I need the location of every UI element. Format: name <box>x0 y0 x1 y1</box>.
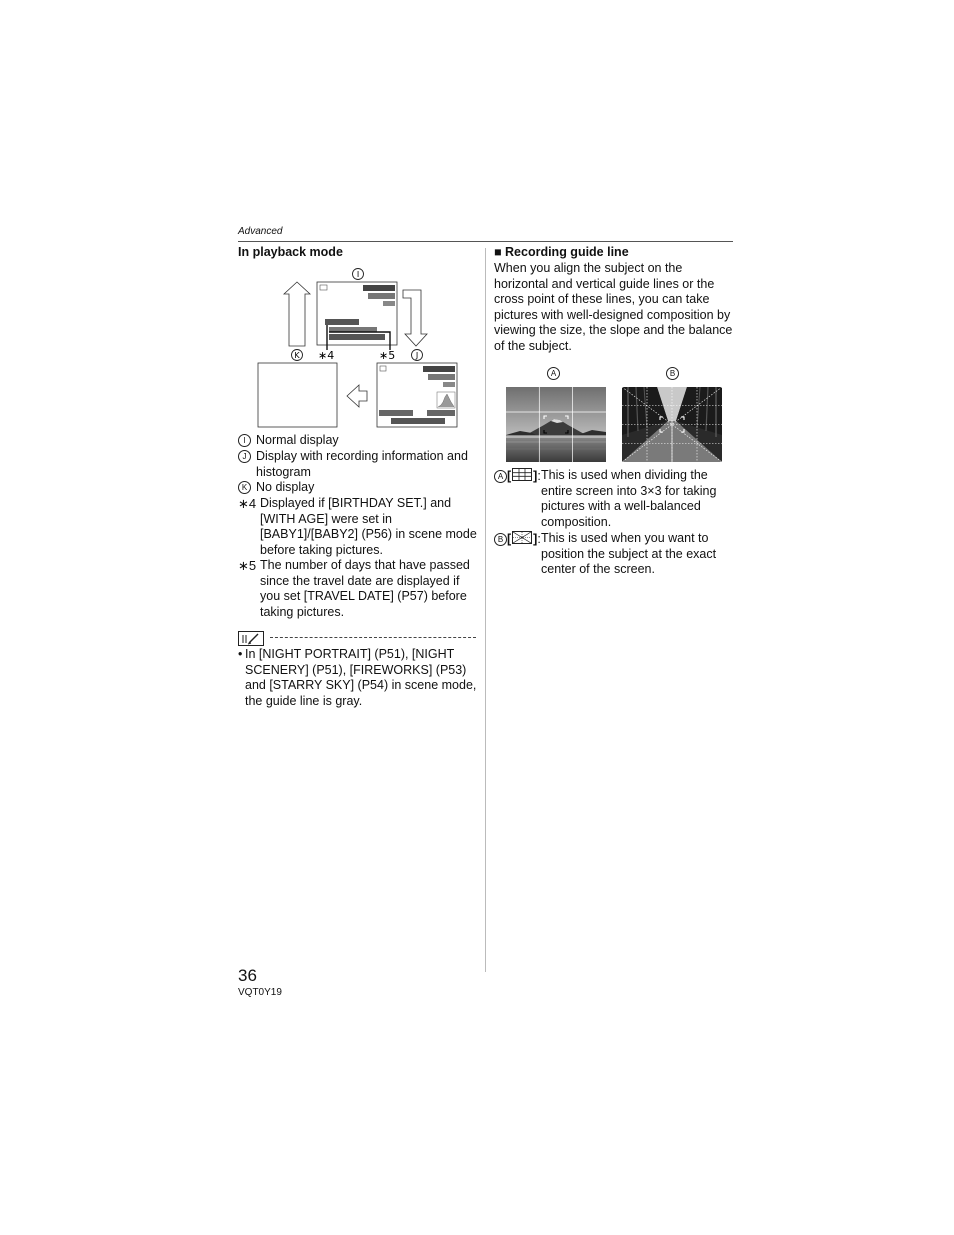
label-a: A <box>547 364 560 382</box>
legend-item-no-display <box>238 480 478 496</box>
tip-dash-line <box>270 637 476 638</box>
guide-grid-diagonal-photo <box>622 387 722 462</box>
grid-3x3-icon <box>512 468 532 481</box>
guide-item-a: A [ ]: This is used when dividing the entire screen into 3×3 for taking pictures with a well-balanced composition. <box>494 468 734 530</box>
guide-grid-3x3-photo <box>506 387 606 462</box>
label-k: K <box>294 351 300 360</box>
legend-text-normal: Normal display <box>256 433 339 447</box>
memo-icon <box>238 631 264 646</box>
grid-diagonal-icon <box>512 531 532 544</box>
guide-item-b: B [ ]: This is used when you want to position the subject at the exact center of the screen. <box>494 531 734 578</box>
column-divider <box>485 248 486 972</box>
tip-bullet: • In [NIGHT PORTRAIT] (P51), [NIGHT SCENERY] (P51), [FIREWORKS] (P53) and [STARRY SKY] (P54) in scene mode, the guide line is gray. <box>238 647 477 708</box>
model-code: VQT0Y19 <box>238 987 282 998</box>
legend-text-histogram: Display with recording information and histogram <box>256 449 468 479</box>
page-number: 36 <box>238 966 257 985</box>
note-star5 <box>238 558 478 620</box>
label-star4: ∗4 <box>318 349 335 362</box>
section-label: Advanced <box>238 226 283 237</box>
label-j: J <box>415 351 419 360</box>
note-star5-text: The number of days that have passed since the travel date are displayed if you set [TRAVEL DATE] (P57) before taking pictures. <box>260 558 470 619</box>
note-star4-text: Displayed if [BIRTHDAY SET.] and [WITH AGE] were set in [BABY1]/[BABY2] (P56) in scene mode before taking pictures. <box>260 496 477 557</box>
legend-mark-i: I <box>238 434 251 447</box>
guide-item-b-mark: B <box>494 533 507 546</box>
playback-heading: In playback mode <box>238 245 343 259</box>
legend-item-histogram <box>238 449 478 480</box>
guide-item-b-text: This is used when you want to position the subject at the exact center of the screen. <box>541 531 717 577</box>
label-b: B <box>666 364 679 382</box>
note-star4 <box>238 496 478 558</box>
no-display-screen <box>258 363 337 427</box>
tip-bullet-text: In [NIGHT PORTRAIT] (P51), [NIGHT SCENERY] (P51), [FIREWORKS] (P53) and [STARRY SKY] (P54) in scene mode, the guide line is gray. <box>245 647 477 708</box>
header-rule <box>238 241 733 242</box>
legend-item-normal <box>238 433 478 449</box>
guide-line-heading: ■ Recording guide line <box>494 245 629 259</box>
legend-mark-j: J <box>238 450 251 463</box>
playback-display-diagram <box>255 264 465 432</box>
guide-item-a-text: This is used when dividing the entire screen into 3×3 for taking pictures with a well-balanced composition. <box>541 468 717 529</box>
label-i: I <box>356 270 360 279</box>
guide-line-paragraph: When you align the subject on the horizontal and vertical guide lines or the cross point of these lines, you can take pictures with well-designed composition by viewing the size, the slope and the balance of the subject. <box>494 261 733 353</box>
note-star5-mark: ∗5 <box>238 558 257 573</box>
note-star4-mark: ∗4 <box>238 496 257 511</box>
label-star5: ∗5 <box>379 349 396 362</box>
legend-text-no-display: No display <box>256 480 315 494</box>
legend-mark-k: K <box>238 481 251 494</box>
guide-item-a-mark: A <box>494 470 507 483</box>
